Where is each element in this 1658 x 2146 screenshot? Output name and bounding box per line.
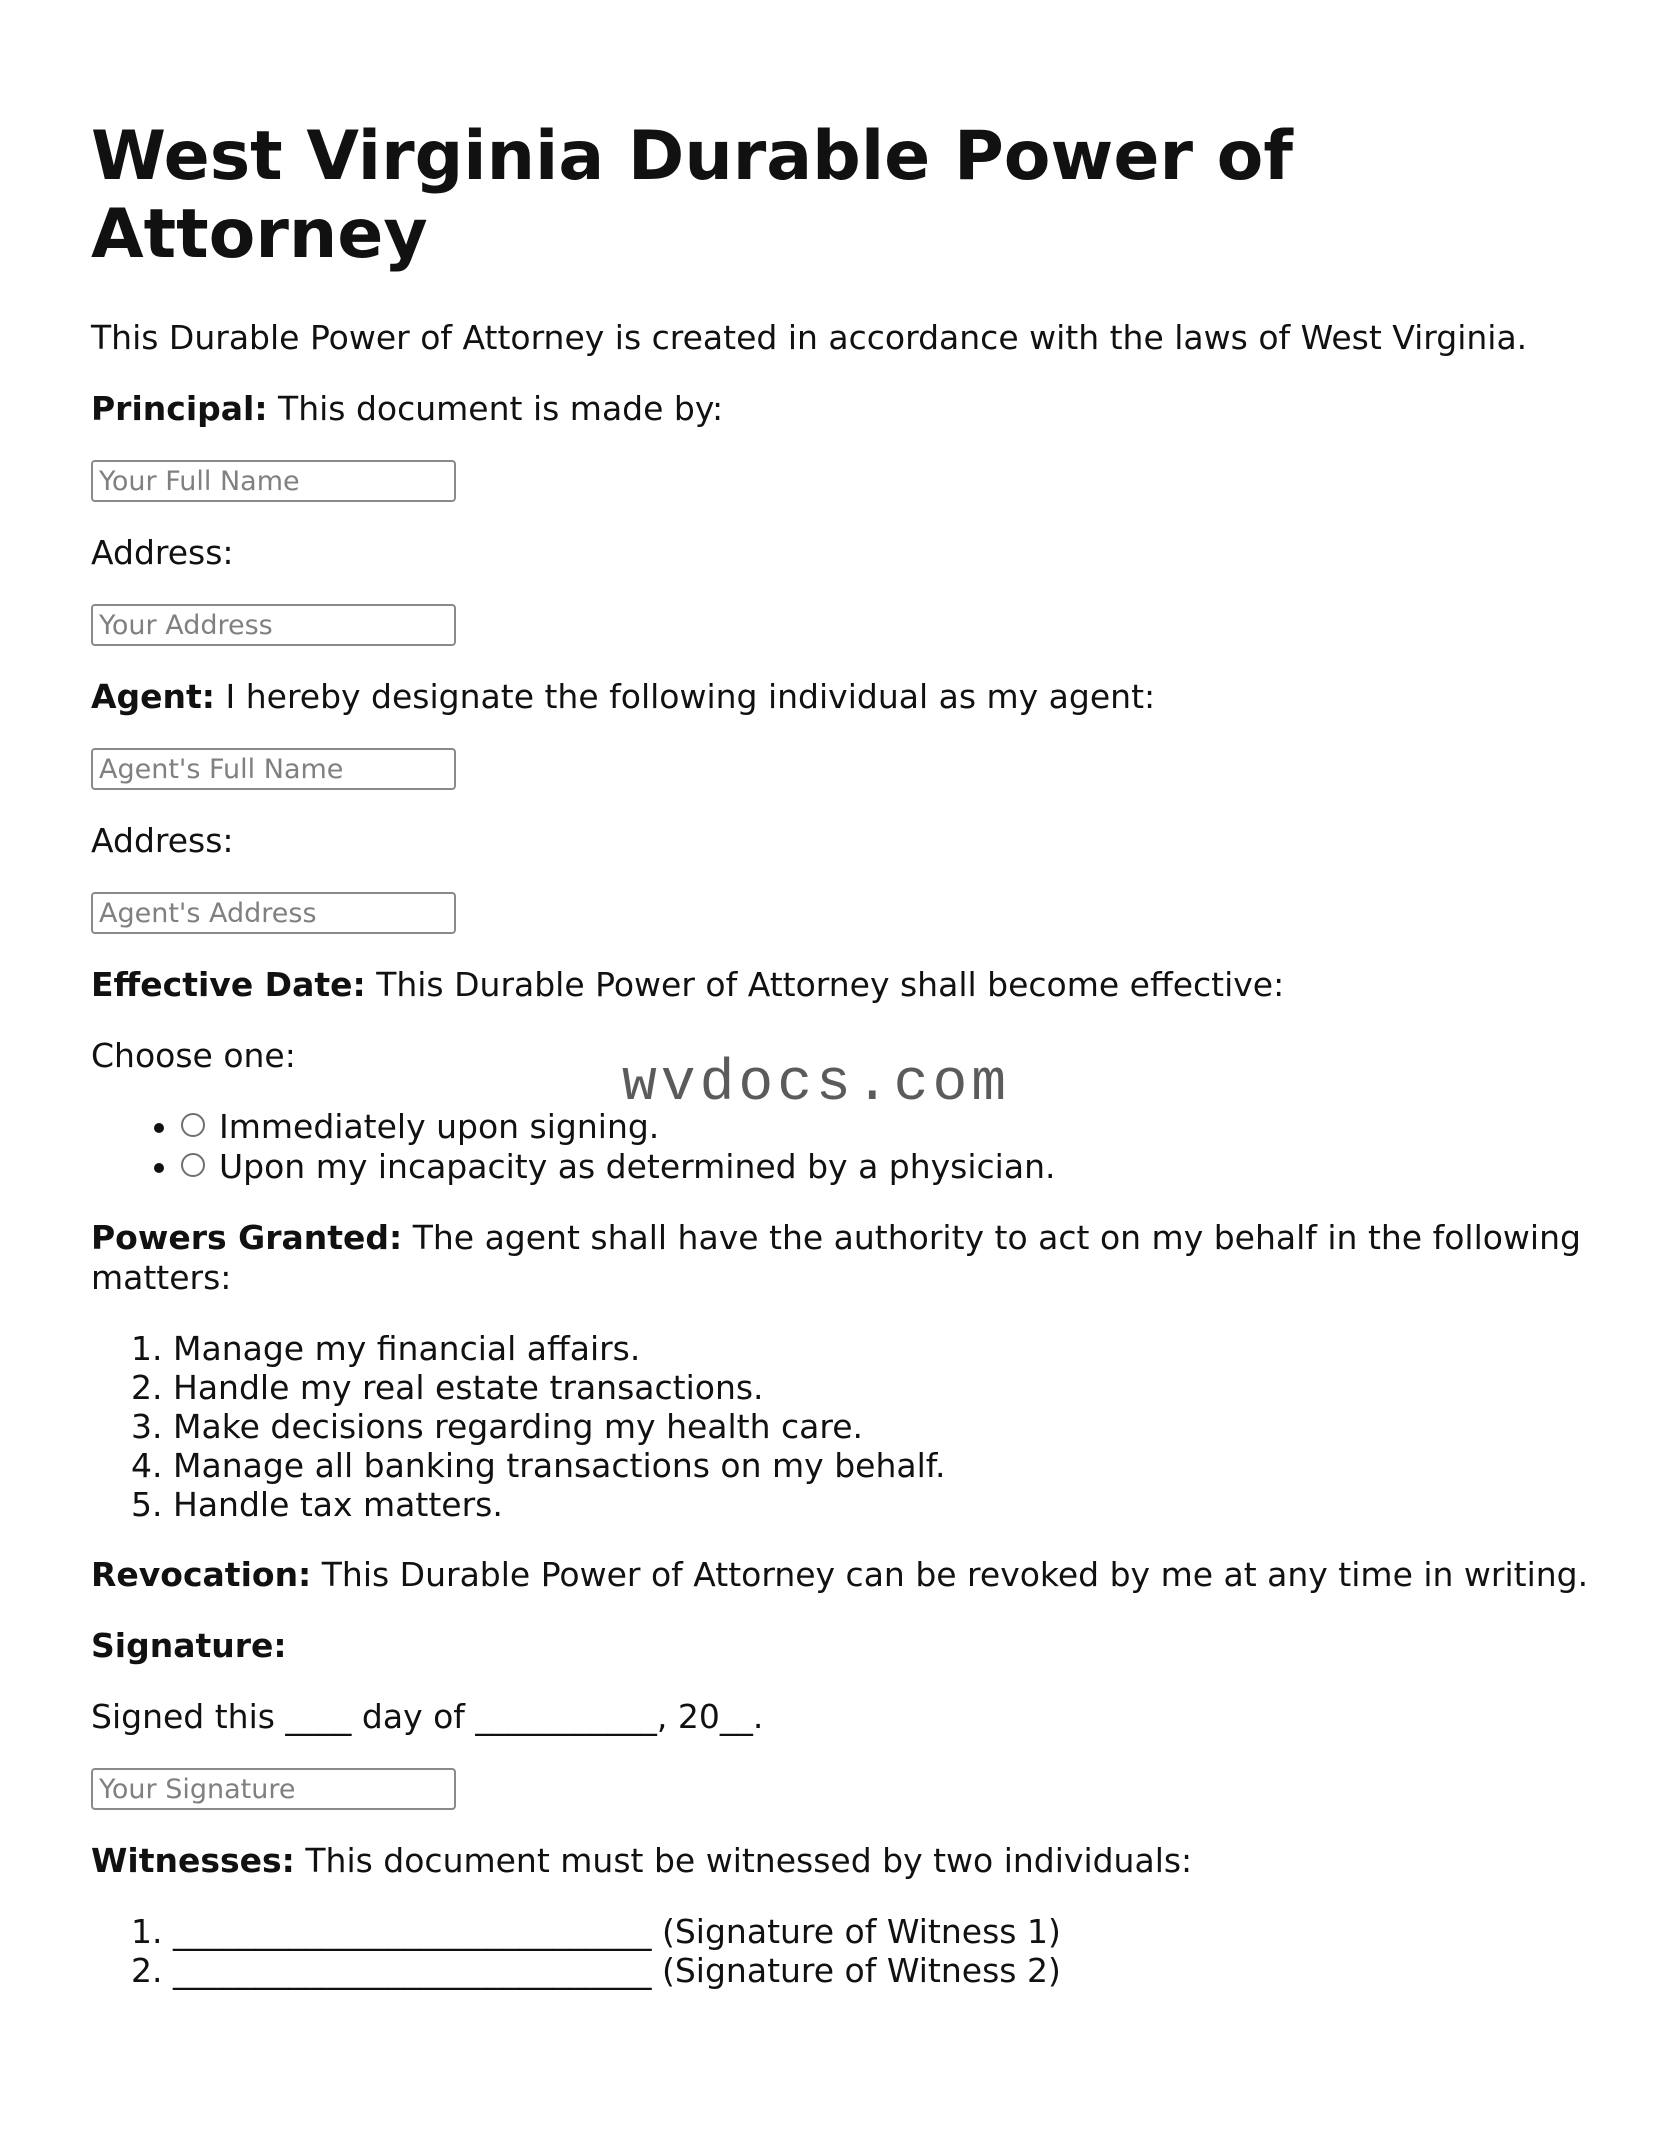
principal-address-label: Address: xyxy=(91,533,234,572)
agent-address-label: Address: xyxy=(91,821,234,860)
signature-label: Signature: xyxy=(91,1626,287,1665)
effective-date-paragraph xyxy=(91,965,1591,1005)
power-item: 4. Manage all banking transactions on my behalf. xyxy=(173,1446,1591,1485)
revocation-label: Revocation: xyxy=(91,1555,312,1594)
principal-address-input[interactable] xyxy=(91,604,456,646)
witnesses-text: This document must be witnessed by two individuals: xyxy=(294,1841,1193,1880)
power-item: 3. Make decisions regarding my health care. xyxy=(173,1407,1591,1446)
principal-name-input[interactable] xyxy=(91,460,456,502)
intro-paragraph: This Durable Power of Attorney is created in accordance with the laws of West Virginia. xyxy=(91,318,1528,357)
option-incapacity xyxy=(181,1147,1591,1187)
agent-name-input[interactable] xyxy=(91,748,456,790)
witnesses-paragraph xyxy=(91,1841,1591,1881)
agent-text: I hereby designate the following individual as my agent: xyxy=(215,677,1156,716)
option-immediately-label: Immediately upon signing. xyxy=(219,1107,660,1146)
principal-paragraph xyxy=(91,389,1591,429)
signed-line: Signed this ____ day of ___________, 20__. xyxy=(91,1697,764,1736)
revocation-text: This Durable Power of Attorney can be revoked by me at any time in writing. xyxy=(311,1555,1589,1594)
witnesses-label: Witnesses: xyxy=(91,1841,295,1880)
radio-immediately[interactable] xyxy=(181,1113,205,1137)
effective-date-label: Effective Date: xyxy=(91,965,366,1004)
witnesses-list xyxy=(91,1912,1591,1990)
power-item: 2. Handle my real estate transactions. xyxy=(173,1368,1591,1407)
radio-incapacity[interactable] xyxy=(181,1153,205,1177)
choose-one-label: Choose one: xyxy=(91,1036,296,1075)
witness-line: 1. _____________________________ (Signature of Witness 1) xyxy=(173,1912,1591,1951)
document-page xyxy=(91,0,1591,1990)
powers-text: The agent shall have the authority to act on my behalf in the following matters: xyxy=(91,1218,1581,1297)
revocation-paragraph xyxy=(91,1555,1591,1595)
document-title: West Virginia Durable Power of Attorney xyxy=(91,117,1293,274)
signature-input[interactable] xyxy=(91,1768,456,1810)
watermark: wvdocs.com xyxy=(622,1052,1011,1117)
powers-list xyxy=(91,1329,1591,1524)
agent-address-input[interactable] xyxy=(91,892,456,934)
effective-date-options xyxy=(91,1107,1591,1187)
witness-line: 2. _____________________________ (Signature of Witness 2) xyxy=(173,1951,1591,1990)
agent-paragraph xyxy=(91,677,1591,717)
powers-paragraph xyxy=(91,1218,1591,1298)
effective-date-text: This Durable Power of Attorney shall become effective: xyxy=(365,965,1285,1004)
agent-label: Agent: xyxy=(91,677,216,716)
principal-label: Principal: xyxy=(91,389,268,428)
signature-heading xyxy=(91,1626,1591,1666)
powers-label: Powers Granted: xyxy=(91,1218,403,1257)
power-item: 1. Manage my financial affairs. xyxy=(173,1329,1591,1368)
option-incapacity-label: Upon my incapacity as determined by a physician. xyxy=(219,1147,1056,1186)
power-item: 5. Handle tax matters. xyxy=(173,1485,1591,1524)
principal-text: This document is made by: xyxy=(267,389,724,428)
